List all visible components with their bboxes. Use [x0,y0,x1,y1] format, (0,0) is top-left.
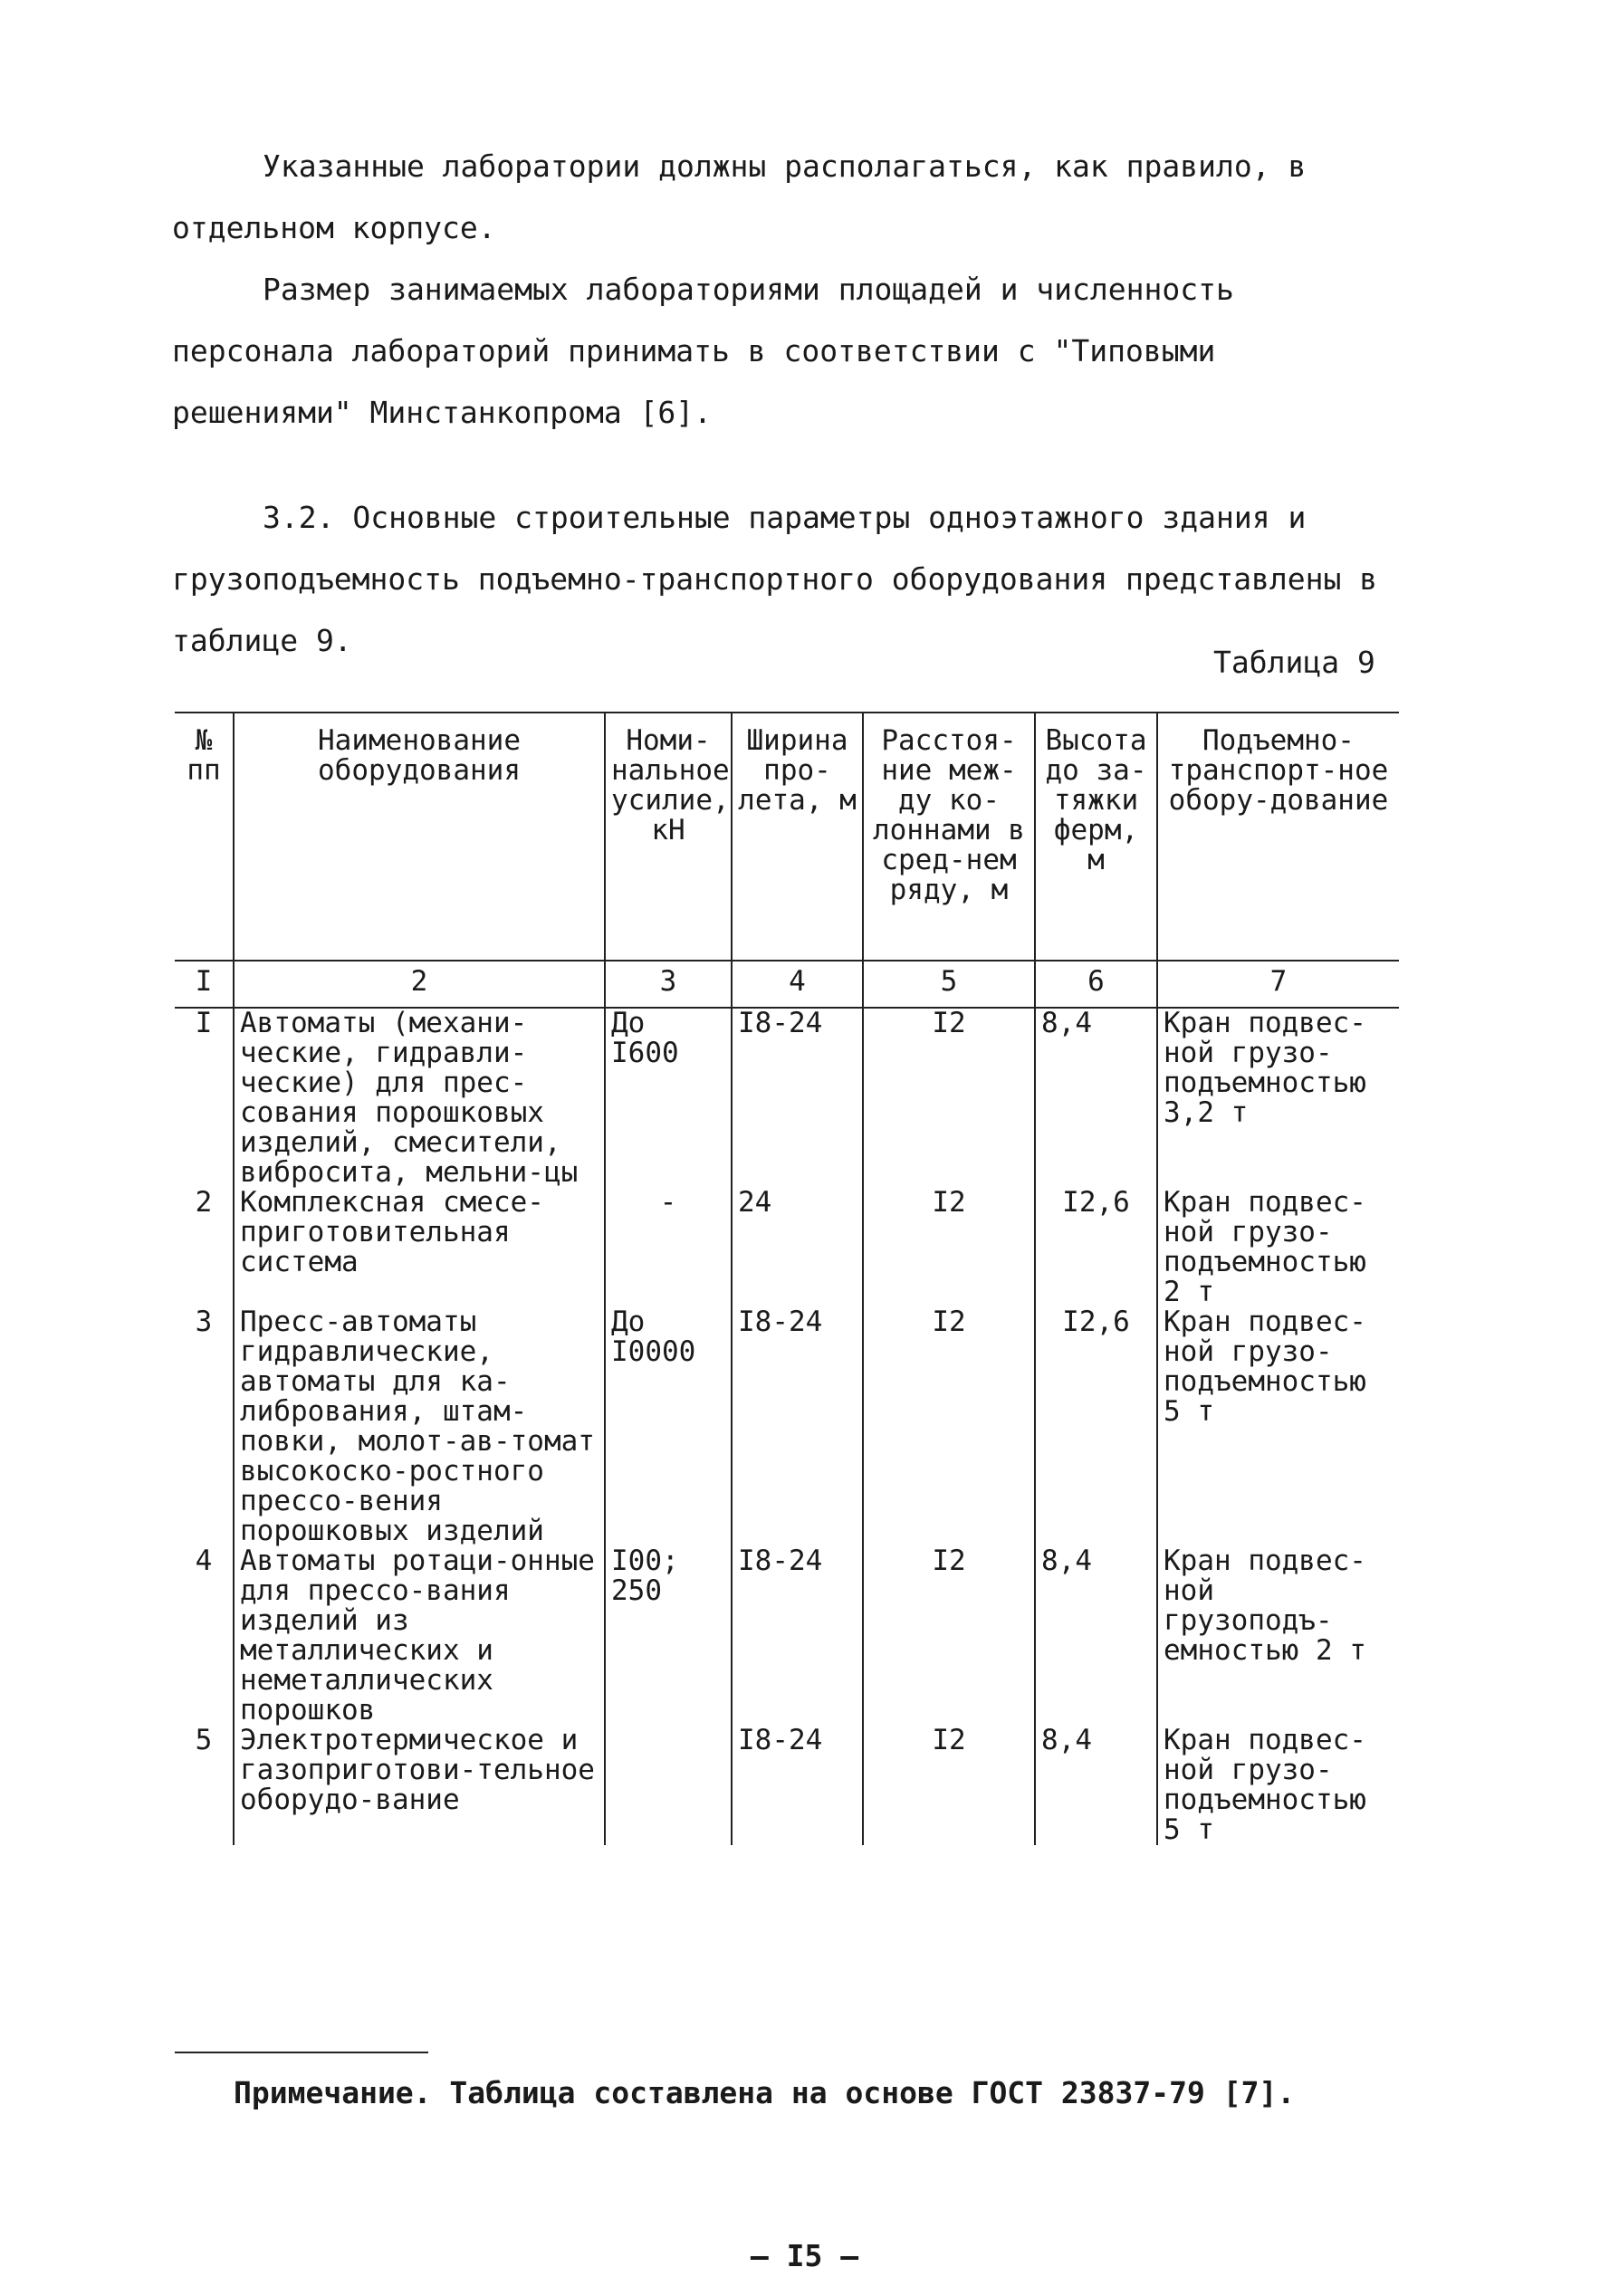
page-number: — I5 — [750,2238,859,2273]
column-number: 6 [1035,961,1157,1008]
column-number: 7 [1157,961,1399,1008]
paragraph-section-3-2: 3.2. Основные строительные параметры одноэтажного здания и грузоподъемность подъемно-транспортного оборудования представлены в таблице 9. [172,500,1396,658]
table-row [175,1188,1399,1307]
cell-column-spacing: I2 [863,1307,1035,1546]
table-note: Примечание. Таблица составлена на основе ГОСТ 23837-79 [7]. [234,2075,1296,2110]
header-span-width: Ширина про-лета, м [732,713,863,961]
column-number-row [175,961,1399,1008]
paragraph-labs-area-staff: Размер занимаемых лабораториями площадей и численность персонала лабораторий принимать в соответствии с "Типовыми решениями" Минстанкопрома [6]. [172,272,1252,430]
cell-column-spacing: I2 [863,1008,1035,1188]
cell-truss-height: 8,4 [1035,1726,1157,1845]
header-lifting-equipment: Подъемно-транспорт-ное обору-дование [1157,713,1399,961]
cell-lifting-equipment: Кран подвес-ной грузо-подъемностью 3,2 т [1157,1008,1399,1188]
table-row [175,1307,1399,1546]
paragraph-labs-location: Указанные лаборатории должны располагаться, как правило, в отдельном корпусе. [172,148,1325,245]
cell-span-width: I8-24 [732,1307,863,1546]
table-row [175,1546,1399,1726]
cell-column-spacing: I2 [863,1726,1035,1845]
cell-span-width: I8-24 [732,1008,863,1188]
cell-span-width: I8-24 [732,1546,863,1726]
cell-nominal-force: - [605,1188,732,1307]
cell-nominal-force: До I600 [605,1008,732,1188]
cell-lifting-equipment: Кран подвес-ной грузо-подъемностью 5 т [1157,1307,1399,1546]
cell-truss-height: I2,6 [1035,1188,1157,1307]
column-number: 2 [234,961,605,1008]
cell-column-spacing: I2 [863,1188,1035,1307]
column-number: 3 [605,961,732,1008]
cell-row-number: 3 [175,1307,234,1546]
cell-equipment-name: Комплексная смесе-приготовительная система [234,1188,605,1307]
cell-row-number: 4 [175,1546,234,1726]
cell-row-number: I [175,1008,234,1188]
cell-truss-height: 8,4 [1035,1008,1157,1188]
cell-row-number: 2 [175,1188,234,1307]
cell-equipment-name: Пресс-автоматы гидравлические, автоматы для ка-либрования, штам-повки, молот-ав-томат высокоско-ростного прессо-вения порошковых изделий [234,1307,605,1546]
header-truss-height: Высота до за-тяжки ферм, м [1035,713,1157,961]
cell-equipment-name: Автоматы (механи-ческие, гидравли-ческие) для прес-сования порошковых изделий, смесители, вибросита, мельни-цы [234,1008,605,1188]
cell-lifting-equipment: Кран подвес-ной грузо-подъемностью 5 т [1157,1726,1399,1845]
column-number: 4 [732,961,863,1008]
cell-truss-height: I2,6 [1035,1307,1157,1546]
cell-equipment-name: Электротермическое и газоприготови-тельное оборудо-вание [234,1726,605,1845]
header-column-spacing: Расстоя-ние меж-ду ко-лоннами в сред-нем ряду, м [863,713,1035,961]
cell-truss-height: 8,4 [1035,1546,1157,1726]
header-nominal-force: Номи-нальное усилие, кН [605,713,732,961]
cell-lifting-equipment: Кран подвес-ной грузоподъ-емностью 2 т [1157,1546,1399,1726]
cell-column-spacing: I2 [863,1546,1035,1726]
header-equipment-name: Наименование оборудования [234,713,605,961]
cell-nominal-force: До I0000 [605,1307,732,1546]
cell-equipment-name: Автоматы ротаци-онные для прессо-вания изделий из металлических и неметаллических порошков [234,1546,605,1726]
cell-nominal-force: I00; 250 [605,1546,732,1726]
table-header-row [175,713,1399,961]
table-row [175,1008,1399,1188]
column-number: I [175,961,234,1008]
cell-row-number: 5 [175,1726,234,1845]
cell-nominal-force [605,1726,732,1845]
cell-span-width: I8-24 [732,1726,863,1845]
cell-lifting-equipment: Кран подвес-ной грузо-подъемностью 2 т [1157,1188,1399,1307]
cell-span-width: 24 [732,1188,863,1307]
building-parameters-table [175,712,1399,1845]
table-caption: Таблица 9 [1213,645,1375,680]
column-number: 5 [863,961,1035,1008]
footnote-divider [175,2052,428,2053]
header-row-number: № пп [175,713,234,961]
table-row [175,1726,1399,1845]
